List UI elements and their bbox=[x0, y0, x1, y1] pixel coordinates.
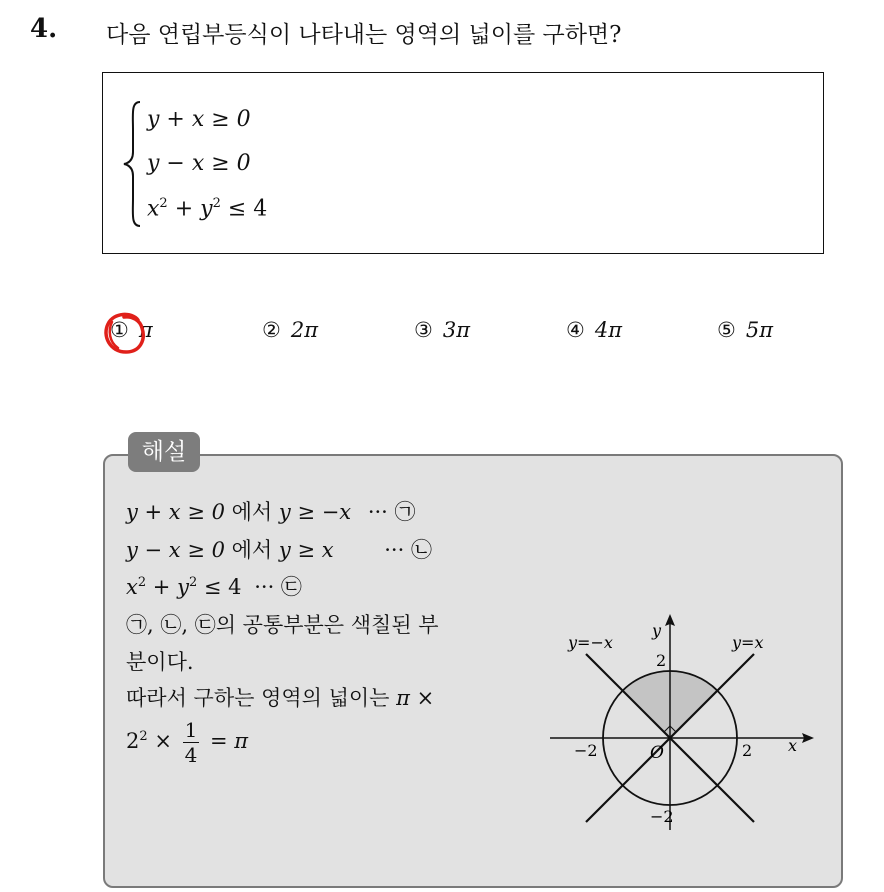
tick-bottom: −2 bbox=[650, 807, 674, 826]
solution-line-4: ㉠, ㉡, ㉢의 공통부분은 색칠된 부 bbox=[126, 613, 439, 637]
tick-top: 2 bbox=[656, 651, 667, 670]
region-graph bbox=[546, 610, 818, 842]
question-text: 다음 연립부등식이 나타내는 영역의 넓이를 구하면? bbox=[106, 22, 622, 48]
solution-line-3: $x^2 + y^2 \le 4$ ··· ㉢ bbox=[126, 575, 302, 599]
label-line-neg: y=−x bbox=[568, 633, 613, 652]
choice-5[interactable]: ⑤ 5π bbox=[717, 318, 773, 342]
inequality-3: $x^2 + y^2 \le 4$ bbox=[147, 196, 268, 222]
solution-line-6: 따라서 구하는 영역의 넓이는 π × bbox=[126, 686, 435, 710]
solution-line-5: 분이다. bbox=[126, 650, 194, 674]
choice-4[interactable]: ④ 4π bbox=[566, 318, 622, 342]
solution-line-2: y − x ≥ 0 에서 y ≥ x ··· ㉡ bbox=[126, 538, 432, 562]
choice-2[interactable]: ② 2π bbox=[262, 318, 318, 342]
tick-right: 2 bbox=[742, 741, 753, 760]
inequality-1: y + x ≥ 0 bbox=[147, 107, 251, 132]
choice-1[interactable]: ① π bbox=[110, 318, 153, 342]
label-origin: O bbox=[650, 743, 664, 763]
tick-left: −2 bbox=[574, 741, 598, 760]
fraction-one-quarter: $\frac{1}{4}$ bbox=[184, 718, 198, 767]
solution-line-1: y + x ≥ 0 에서 y ≥ −x ··· ㉠ bbox=[126, 500, 416, 524]
choice-3[interactable]: ③ 3π bbox=[414, 318, 470, 342]
label-line-pos: y=x bbox=[732, 633, 764, 652]
answer-circle-mark bbox=[102, 308, 148, 356]
inequality-2: y − x ≥ 0 bbox=[147, 151, 251, 176]
solution-line-7: $2^2$ × $\frac{1}{4}$ = π bbox=[126, 718, 249, 767]
system-brace bbox=[122, 100, 142, 228]
question-number: 4. bbox=[30, 14, 58, 44]
label-y-axis: y bbox=[652, 621, 662, 640]
label-x-axis: x bbox=[788, 736, 798, 755]
solution-tag: 해설 bbox=[128, 432, 200, 472]
